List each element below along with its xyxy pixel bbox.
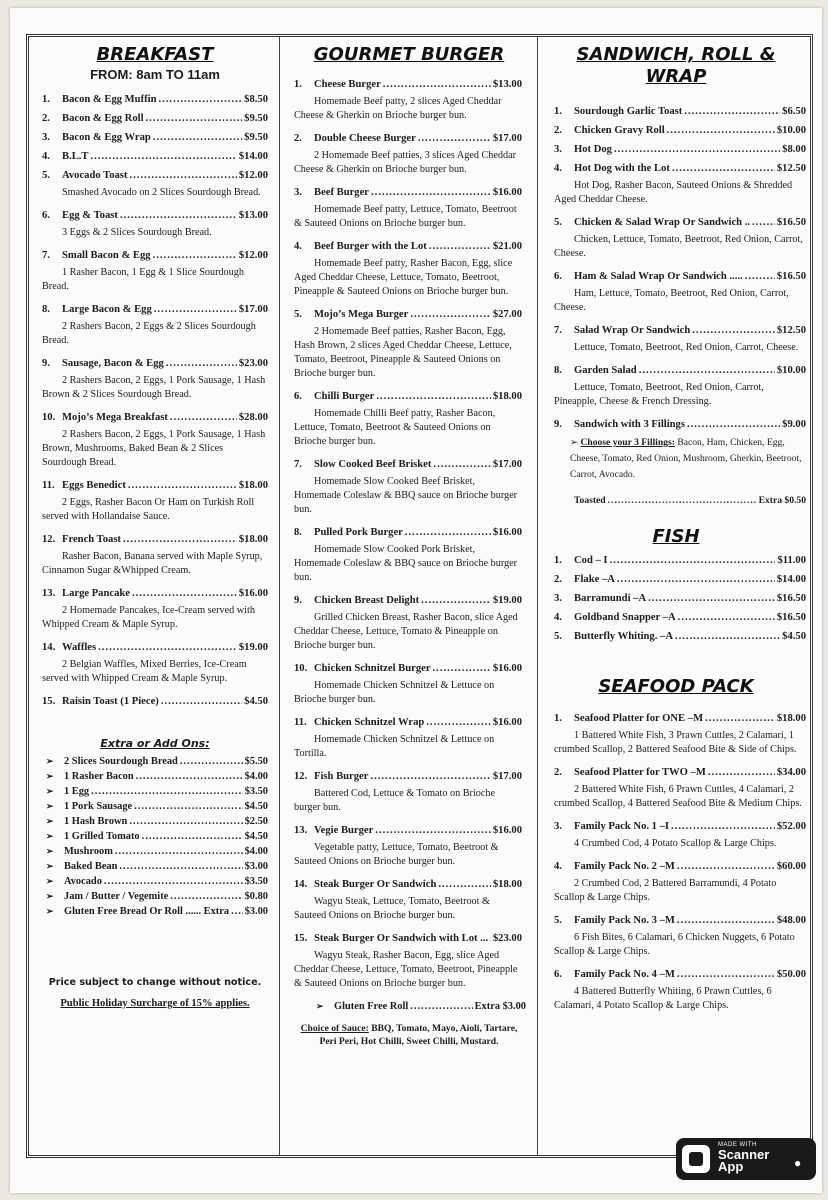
item-description: 1 Rasher Bacon, 1 Egg & 1 Slice Sourdough Bread. (42, 267, 244, 292)
extra-item: ➢ 1 Egg ..... $3.50 (32, 786, 278, 797)
item-description: 2 Homemade Pancakes, Ice-Cream served with Whipped Cream & Maple Syrup. (42, 605, 255, 630)
sandwich-item: 3. Hot Dog ..... $8.00 (540, 144, 812, 155)
breakfast-item: 2. Bacon & Egg Roll ..... $9.50 (32, 113, 278, 124)
sandwich-item: 5. Chicken & Salad Wrap Or Sandwich .. ..... $16.50 (540, 217, 812, 228)
breakfast-list (32, 94, 278, 707)
fish-list (540, 555, 812, 642)
item-description: 3 Eggs & 2 Slices Sourdough Bread. (62, 227, 212, 238)
sandwich-item: 6. Ham & Salad Wrap Or Sandwich ..... ..... $16.50 (540, 271, 812, 282)
fish-item: 1. Cod – I ..... $11.00 (540, 555, 812, 566)
breakfast-item: 14. Waffles ..... $19.00 (32, 642, 278, 653)
extra-item: ➢ Baked Bean ..... $3.00 (32, 861, 278, 872)
breakfast-hours: FROM: 8am TO 11am (90, 67, 220, 82)
sandwich-item: 7. Salad Wrap Or Sandwich ..... $12.50 (540, 325, 812, 336)
arrow-icon: ➢ (46, 801, 54, 811)
item-description: Lettuce, Tomato, Beetroot, Red Onion, Carrot, Pineapple, Cheese & French Dressing. (554, 382, 764, 407)
seafood-item: 1. Seafood Platter for ONE –M ..... $18.00 (540, 713, 812, 724)
sandwich-column (540, 38, 812, 1023)
price-note: Price subject to change without notice. (48, 977, 262, 988)
item-description: Hot Dog, Rasher Bacon, Sauteed Onions & Shredded Aged Cheddar Cheese. (554, 180, 793, 205)
sandwich-item: 1. Sourdough Garlic Toast ..... $6.50 (540, 106, 812, 117)
burger-list (282, 79, 536, 991)
burger-item: 15. Steak Burger Or Sandwich with Lot ... ..... $23.00 (282, 933, 536, 944)
item-description: 4 Crumbed Cod, 4 Potato Scallop & Large Chips. (574, 838, 777, 849)
extra-item: ➢ Jam / Butter / Vegemite ..... $0.80 (32, 891, 278, 902)
column-divider (537, 36, 538, 1156)
fillings-list: ➢ Choose your 3 Fillings: Bacon, Ham, Chicken, Egg, Cheese, Tomato, Red Onion, Mushroom, Gherkin, Beetroot, Carrot, Avocado. (570, 437, 802, 480)
burger-item: 11. Chicken Schnitzel Wrap ..... $16.00 (282, 717, 536, 728)
item-description: Homemade Chicken Schnitzel & Lettuce on Brioche burger bun. (294, 680, 495, 705)
sandwich-list (540, 106, 812, 430)
sandwich-title: SANDWICH, ROLL & WRAP (576, 44, 776, 87)
extra-item: ➢ Avocado ..... $3.50 (32, 876, 278, 887)
breakfast-item: 12. French Toast ..... $18.00 (32, 534, 278, 545)
item-description: Rasher Bacon, Banana served with Maple Syrup, Cinnamon Sugar &Whipped Cream. (42, 551, 263, 576)
burger-item: 1. Cheese Burger ..... $13.00 (282, 79, 536, 90)
burger-item: 4. Beef Burger with the Lot ..... $21.00 (282, 241, 536, 252)
seafood-item: 4. Family Pack No. 2 –M ..... $60.00 (540, 861, 812, 872)
breakfast-column (32, 38, 278, 1009)
arrow-icon: ➢ (46, 786, 54, 796)
breakfast-item: 13. Large Pancake ..... $16.00 (32, 588, 278, 599)
item-description: Wagyu Steak, Rasher Bacon, Egg, slice Aged Cheddar Cheese, Lettuce, Tomato, Beetroot, Pineapple & Sauteed Onions on Brioche burger bun. (294, 950, 518, 989)
arrow-icon: ➢ (316, 1001, 324, 1011)
breakfast-item: 15. Raisin Toast (1 Piece) ..... $4.50 (32, 696, 278, 707)
arrow-icon: ➢ (46, 756, 54, 766)
arrow-icon: ➢ (46, 771, 54, 781)
apple-icon: ● (794, 1156, 802, 1170)
item-description: Homemade Beef patty, 2 slices Aged Cheddar Cheese & Gherkin on Brioche burger bun. (294, 96, 502, 121)
item-description: Lettuce, Tomato, Beetroot, Red Onion, Carrot, Cheese. (574, 342, 799, 353)
arrow-icon: ➢ (570, 437, 579, 448)
item-description: Grilled Chicken Breast, Rasher Bacon, slice Aged Cheddar Cheese, Lettuce, Tomato & Pineapple on Brioche burger bun. (294, 612, 518, 651)
extras-list (32, 756, 278, 917)
burger-title: GOURMET BURGER (313, 44, 505, 65)
burger-item: 10. Chicken Schnitzel Burger ..... $16.00 (282, 663, 536, 674)
burger-item: 14. Steak Burger Or Sandwich ..... $18.00 (282, 879, 536, 890)
toasted-extra: Toasted ..... Extra $0.50 (540, 495, 812, 506)
burger-item: 5. Mojo’s Mega Burger ..... $27.00 (282, 309, 536, 320)
burger-item: 2. Double Cheese Burger ..... $17.00 (282, 133, 536, 144)
seafood-item: 6. Family Pack No. 4 –M ..... $50.00 (540, 969, 812, 980)
breakfast-item: 7. Small Bacon & Egg ..... $12.00 (32, 250, 278, 261)
item-description: Ham, Lettuce, Tomato, Beetroot, Red Onion, Carrot, Cheese. (554, 288, 789, 313)
fish-title: FISH (652, 526, 700, 547)
item-description: 2 Homemade Beef patties, Rasher Bacon, Egg, Hash Brown, 2 slices Aged Cheddar Cheese, Lettuce, Tomato, Beetroot, Pineapple & Sauteed Onions on Brioche burger bun. (294, 326, 512, 379)
item-description: Vegetable patty, Lettuce, Tomato, Beetroot & Sauteed Onions on Brioche burger bun. (294, 842, 499, 867)
extra-item: ➢ 2 Slices Sourdough Bread ..... $5.50 (32, 756, 278, 767)
burger-item: 9. Chicken Breast Delight ..... $19.00 (282, 595, 536, 606)
item-description: 2 Eggs, Rasher Bacon Or Ham on Turkish Roll served with Hollandaise Sauce. (42, 497, 255, 522)
breakfast-item: 1. Bacon & Egg Muffin ..... $8.50 (32, 94, 278, 105)
item-description: 1 Battered White Fish, 3 Prawn Cuttles, 2 Calamari, 1 crumbed Scallop, 2 Battered Seafood Bite & Side of Chips. (554, 730, 797, 755)
burger-item: 13. Vegie Burger ..... $16.00 (282, 825, 536, 836)
gluten-free-roll: ➢ Gluten Free Roll ..... Extra $3.00 (282, 1001, 536, 1012)
burger-item: 12. Fish Burger ..... $17.00 (282, 771, 536, 782)
burger-item: 6. Chilli Burger ..... $18.00 (282, 391, 536, 402)
seafood-title: SEAFOOD PACK (598, 676, 754, 697)
arrow-icon: ➢ (46, 831, 54, 841)
burger-column (282, 38, 536, 1048)
breakfast-item: 11. Eggs Benedict ..... $18.00 (32, 480, 278, 491)
sandwich-item: 8. Garden Salad ..... $10.00 (540, 365, 812, 376)
item-description: 2 Rashers Bacon, 2 Eggs & 2 Slices Sourdough Bread. (42, 321, 256, 346)
seafood-item: 3. Family Pack No. 1 –I ..... $52.00 (540, 821, 812, 832)
sauce-choice: Choice of Sauce: BBQ, Tomato, Mayo, Aioli, Tartare, Peri Peri, Hot Chilli, Sweet Chilli, Mustard. (300, 1023, 518, 1047)
item-description: Homemade Chilli Beef patty, Rasher Bacon, Lettuce, Tomato, Beetroot & Sauteed Onions on Brioche burger bun. (294, 408, 496, 447)
arrow-icon: ➢ (46, 846, 54, 856)
burger-item: 7. Slow Cooked Beef Brisket ..... $17.00 (282, 459, 536, 470)
breakfast-item: 8. Large Bacon & Egg ..... $17.00 (32, 304, 278, 315)
breakfast-item: 6. Egg & Toast ..... $13.00 (32, 210, 278, 221)
item-description: 2 Rashers Bacon, 2 Eggs, 1 Pork Sausage, 1 Hash Brown, Mushrooms, Baked Bean & 2 Slices Sourdough Bread. (42, 429, 266, 468)
extra-item: ➢ 1 Rasher Bacon ..... $4.00 (32, 771, 278, 782)
burger-item: 8. Pulled Pork Burger ..... $16.00 (282, 527, 536, 538)
arrow-icon: ➢ (46, 876, 54, 886)
item-description: 2 Homemade Beef patties, 3 slices Aged Cheddar Cheese & Gherkin on Brioche burger bun. (294, 150, 516, 175)
sandwich-item: 4. Hot Dog with the Lot ..... $12.50 (540, 163, 812, 174)
column-divider (279, 36, 280, 1156)
item-description: 2 Rashers Bacon, 2 Eggs, 1 Pork Sausage, 1 Hash Brown & 2 Slices Sourdough Bread. (42, 375, 266, 400)
scanner-app-logo-icon (682, 1145, 710, 1173)
seafood-item: 5. Family Pack No. 3 –M ..... $48.00 (540, 915, 812, 926)
item-description: Homemade Slow Cooked Pork Brisket, Homemade Coleslaw & BBQ sauce on Brioche burger bun. (294, 544, 518, 583)
extra-item: ➢ Mushroom ..... $4.00 (32, 846, 278, 857)
item-description: Smashed Avocado on 2 Slices Sourdough Bread. (62, 187, 261, 198)
scanner-app-badge: MADE WITH Scanner App ● (676, 1138, 816, 1180)
seafood-list (540, 713, 812, 1013)
arrow-icon: ➢ (46, 891, 54, 901)
item-description: 4 Battered Butterfly Whiting, 6 Prawn Cuttles, 6 Calamari, 4 Potato Scallop & Large Chips. (554, 986, 772, 1011)
item-description: 2 Crumbed Cod, 2 Battered Barramundi, 4 Potato Scallop & Large Chips. (554, 878, 777, 903)
breakfast-title: BREAKFAST (96, 44, 214, 65)
item-description: Homemade Beef patty, Rasher Bacon, Egg, slice Aged Cheddar Cheese, Lettuce, Tomato, Beetroot, Pineapple & Sauteed Onions on Brioche burger bun. (294, 258, 513, 297)
fish-item: 3. Barramundi –A ..... $16.50 (540, 593, 812, 604)
extra-item: ➢ 1 Pork Sausage ..... $4.50 (32, 801, 278, 812)
item-description: Homemade Chicken Schnitzel & Lettuce on Tortilla. (294, 734, 495, 759)
fish-item: 2. Flake –A ..... $14.00 (540, 574, 812, 585)
arrow-icon: ➢ (46, 861, 54, 871)
sandwich-item: 2. Chicken Gravy Roll ..... $10.00 (540, 125, 812, 136)
sandwich-item: 9. Sandwich with 3 Fillings ..... $9.00 (540, 419, 812, 430)
item-description: Battered Cod, Lettuce & Tomato on Brioche burger bun. (294, 788, 496, 813)
fish-item: 5. Butterfly Whiting. –A ..... $4.50 (540, 631, 812, 642)
breakfast-item: 4. B.L.T ..... $14.00 (32, 151, 278, 162)
seafood-item: 2. Seafood Platter for TWO –M ..... $34.00 (540, 767, 812, 778)
item-description: 2 Battered White Fish, 6 Prawn Cuttles, 4 Calamari, 2 crumbed Scallop, 4 Battered Seafood Bite & Medium Chips. (554, 784, 802, 809)
breakfast-item: 10. Mojo’s Mega Breakfast ..... $28.00 (32, 412, 278, 423)
extras-title: Extra or Add Ons: (100, 737, 210, 750)
item-description: 6 Fish Bites, 6 Calamari, 6 Chicken Nuggets, 6 Potato Scallop & Large Chips. (554, 932, 795, 957)
burger-item: 3. Beef Burger ..... $16.00 (282, 187, 536, 198)
extra-item: ➢ 1 Hash Brown ..... $2.50 (32, 816, 278, 827)
item-description: 2 Belgian Waffles, Mixed Berries, Ice-Cream served with Whipped Cream & Maple Syrup. (42, 659, 247, 684)
holiday-surcharge: Public Holiday Surcharge of 15% applies. (60, 998, 250, 1009)
breakfast-item: 9. Sausage, Bacon & Egg ..... $23.00 (32, 358, 278, 369)
arrow-icon: ➢ (46, 906, 54, 916)
item-description: Homemade Slow Cooked Beef Brisket, Homemade Coleslaw & BBQ sauce on Brioche burger bun. (294, 476, 518, 515)
extra-item: ➢ 1 Grilled Tomato ..... $4.50 (32, 831, 278, 842)
item-description: Homemade Beef patty, Lettuce, Tomato, Beetroot & Sauteed Onions on Brioche burger bun. (294, 204, 517, 229)
breakfast-item: 3. Bacon & Egg Wrap ..... $9.50 (32, 132, 278, 143)
breakfast-item: 5. Avocado Toast ..... $12.00 (32, 170, 278, 181)
arrow-icon: ➢ (46, 816, 54, 826)
extra-item: ➢ Gluten Free Bread Or Roll ...... Extra ..... $3.00 (32, 906, 278, 917)
item-description: Wagyu Steak, Lettuce, Tomato, Beetroot & Sauteed Onions on Brioche burger bun. (294, 896, 490, 921)
item-description: Chicken, Lettuce, Tomato, Beetroot, Red Onion, Carrot, Cheese. (554, 234, 803, 259)
fish-item: 4. Goldband Snapper –A ..... $16.50 (540, 612, 812, 623)
